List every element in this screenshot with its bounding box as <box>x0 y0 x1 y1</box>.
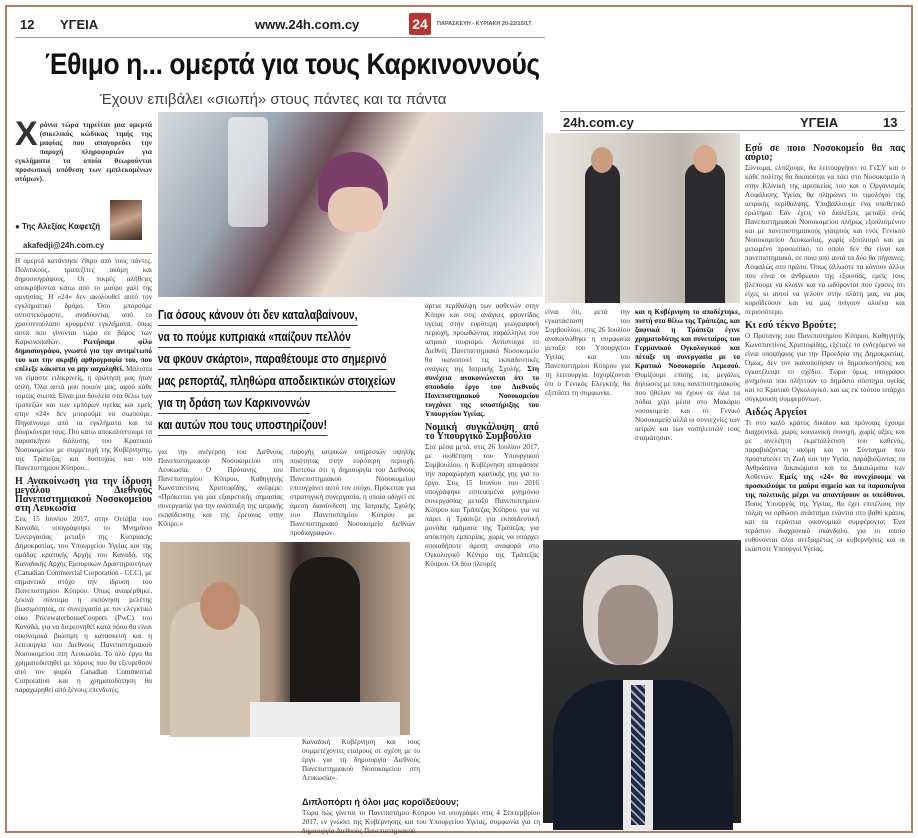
author-email[interactable]: akafedji@24h.com.cy <box>23 241 105 250</box>
section-heading-shame: Αιδώς Αργείοι <box>745 407 807 418</box>
section3-text: Τώρα πώς γίνεται το Πανεπιστήμιο Κύπρου να υπογράφει στις 4 Σεπτεμβρίου 2017, εν γνώσει της Κυβέρνησης και του Υπουργείου Υγείας, συμφωνία για τη δημιουργία Διεθνούς Πανεπιστημιακού <box>302 809 540 835</box>
right-s1-text: Σύντομα, ελπίζουμε, θα λειτουργήσει το ΓεΣΥ και ο κάθε πολίτης θα δικαιούται να πάει στο Νοσοκομείο ή στην Κλινική της αρεσκείας του και ο Οργανισμός Ασφάλισης Υγείας θα πληρώνει το τιμολόγιο της ιατρικής περίθαλψης. Υποβάλλουμε ένα υποθετικό ερώτημα: Εάν έχεις να διαλέξεις μεταξύ ενός Πανεπιστημιακού Νοσοκομείου πλήρως εξοπλισμένου και με πανεπιστημιακούς γιατρούς και ενός Γενικού Νοσοκομείου Λευκωσίας, χωρίς εξοπλισμό και με μειωμένο προσωπικό, το οποίο δεν θα είναι και πανεπιστημιακό, σε ποιο από αυτά τα δύο θα πήγαινες; Ασφαλώς στο πρώτο. Όπως άλλωστε τα κάνουν άλλοι που είναι οι άνθρωποι της εξουσίας, εμείς τους βλέπουμε να κλαίνε και να ωδύρονται που έχασες ότι είχες κι αυτοί να γελούν στην πλάτη μας, να μας κοροϊδεύουν και να μας πνίγουν ολοένα και περισσότερο. <box>745 164 905 316</box>
quote-line: Για όσους κάνουν ότι δεν καταλαβαίνουν, <box>158 305 357 326</box>
quote-line: να το πούμε κυπριακά «παίζουν πελλόν <box>158 327 351 348</box>
page-number-left: 12 <box>20 17 35 32</box>
right-s2-text: Ο Πρύτανης του Πανεπιστημίου Κύπρου, Καθηγητής Κωνσταντίνος Χριστοφίδης, εξέταζε το ενδεχόμενο να είναι υποψήφιος για την Προεδρία της Δημοκρατίας. Όμως, δεν τον ικανοποίησαν οι δημοσκοπήσεις και εγκατέλειψε το σχέδιο. Τώρα όμως υπογράφει μνημόνια που πλήττουν το δημόσιο σύστημα υγείας και το Κρατικό Ογκολογικό, και ως εκ τούτου υπάρχει σύγκρουση συμφερόντων. <box>745 332 905 403</box>
right-s3-bold: Εμείς της «24» θα συνεχίσουμε να προσκαλούμε τα μαύρα σημεία και τα παρασκήνια της πολιτικής μέχρι να απαντήσουν οι υπεύθυνοι. <box>745 473 906 499</box>
section1-text: Στις 15 Ιουνίου 2017, στην Οττάβα του Καναδά, υπογράφτηκε το Μνημόνιο Συνεργασίας μεταξύ της Κυπριακής Δημοκρατίας, του Υπουργείου Υγείας και της ομάδας κρατικής Αρχής του Καναδά, της Καναδικής Αρχής Εμπορικών Δραστηριοτήτων (Canadian Commercial Corporation - CCC), με σημαντικό στόχο την ίδρυση του Πανεπιστημίου Κύπρου. Όπως αναφέρθηκε, ξεκινά σύντομα η εκπόνηση μελέτης βιωσιμότητας, σε συνεργασία με τον ελεγκτικό οίκο PricewaterhouseCoopers (PwC) του Καναδά, για να διερευνηθεί κατά πόσο θα είναι οικονομικά βιώσιμη η κατασκευή και η λειτουργία του Διεθνούς Πανεπιστημιακού Νοσοκομείου στη Λευκωσία. Το όλο έργο θα χρηματοδοτηθεί με πόρους που θα εξευρεθούν από τον φορέα Canadian Commercial Corporation και η χρηματοδότηση θα παραχωρηθεί από ξένους επενδυτές. <box>15 515 152 694</box>
section-heading-brutus: Κι εσύ τέκνο Βρούτε; <box>745 320 837 331</box>
section-heading-announcement: Η Ανακοίνωση για την ίδρυση μεγάλου Διεθνούς Πανεπιστημιακού Νοσοκομείου στη Λευκωσία <box>15 476 152 514</box>
headline: Έθιμο η... ομερτά για τους Καρκινοννούς <box>45 48 540 81</box>
byline-rule <box>15 253 152 254</box>
issue-date: ΠΑΡΑΣΚΕΥΗ - ΚΥΡΙΑΚΗ 20-22/10/17 <box>437 21 532 27</box>
lead-block <box>15 115 152 183</box>
right-column-text <box>745 140 905 825</box>
header-rule-right <box>560 130 905 131</box>
byline: ● Της Αλεξίας Καφετζή <box>15 222 101 231</box>
subheadline: Έχουν επιβάλει «σιωπή» στους πάντες και τα πάντα <box>100 91 447 108</box>
header-rule-left <box>15 37 545 38</box>
24h-logo: 24 <box>409 13 431 35</box>
right-s3-text-2: Ποιος Υπουργός της Υγείας, θα έχει επιτέλους την τόλμη να ορθώσει ανάστημα ενάντια στο βαθύ κράτος και τα τεράστια οικονομικά συμφέροντα; Ένα τεράστιο διαχρονικό σκάνδαλο, για το οποίο ευθύνονται όλοι ανεξαιρέτως οι κυβερνήσεις και οι εκάστοτε Υπουργοί Υγείας. <box>745 500 905 553</box>
header-rule-right-top <box>560 111 905 112</box>
man-portrait-photo <box>543 540 741 823</box>
photo-caption: Καναδική Κυβέρνηση και τους συμμετέχοντες εταίρους σε σχέση με το έργο για τη δημιουργία Διεθνούς Πανεπιστημιακού Νοσοκομείου στη Λευκωσία». <box>302 738 420 782</box>
section-heading-legal-coverup: Νομική συγκάλυψη από το Υπουργικό Συμβούλιο <box>425 422 539 442</box>
column-2-text: για την ανέγερση του Διεθνούς Πανεπιστημιακού Νοσοκομείου στη Λευκωσία. Ο Πρύτανης του Πανεπιστημίου Κύπρου, Καθηγητής Κωνσταντίνος Χριστοφίδης, ανέφερε: «Πρόκειται για μια εξαιρετικής σημασίας συνεργασία για την ανάπτυξη της ιατρικής εκπαίδευσης και της έρευνας στην Κύπρο.» <box>158 448 283 528</box>
section-label-left: ΥΓΕΙΑ <box>60 17 99 32</box>
quote-line: και αυτών που τους υποστηρίζουν! <box>158 415 327 436</box>
officials-handshake-photo <box>545 133 740 303</box>
pull-quote <box>158 305 416 437</box>
quote-line: για τη δράση των Καρκινοννών <box>158 393 310 414</box>
author-photo <box>110 200 142 240</box>
section-heading-duplicity: Διπλοπόρτι ή όλοι μας κοροϊδεύουν; <box>302 797 459 807</box>
lead-text: ρόνια τώρα τηρείται μια ομερτά (σικελικός κώδικας τιμής της μαφίας που απαγορεύει την παροχή πληροφοριών για εγκλήματα τα οποία θεωρούνται προσωπική υπόθεση των εμπλεκομένων ατόμων). <box>15 120 152 183</box>
col7-bold: και η Κυβέρνηση το αποδέχτηκε, πιστή στα θέλω της Τράπεζας, και ξαφνικά η Τράπεζα έγινε χρηματοδότης και συνεταίρος του Γερμανικού Ογκολογικού και πέταξε τη συνεργασία με το Κρατικό Νοσοκομείο Λεμεσού. <box>635 308 740 370</box>
priest-meeting-photo <box>160 542 410 735</box>
col7-paragraph: Θυμίζουμε επίσης τις μεγάλες δηλώσεις με τους πανεπιστημιακούς που ήθελαν να έχουν σε όλα τα πόδια χέρι μέσα στο Μακάριο νοσοκομείο και το Γενικό Νοσοκομείο αλλά οι συντεχνίες των ιατρών και των νοσηλευτών τους σταμάτησαν. <box>635 371 740 442</box>
col1-paragraph-2: Μάλιστα να είμαστε ειλικρινείς, η ερώτησή μας ήταν απλή. Όλα αυτά μου ποιούν μας, αφού κάθε τομέας σιωπά. Είναι μια δουλεία στα θέλω των τραπεζών και των εμπόρων υγείας και εμείς στην «24» δεν μπορούμε να σιωπούμε. Πηγαίνουμε από τα εγκλήματα και τα βουρκόνερα τους. Πιο κάτω αποκαλύπτουμε τα παρασκήνια διάλυσης του Κρατικού Νοσοκομείου με συμμετοχή της Κυβέρνησης, της Τράπεζας και δυστυχώς και του Πανεπιστημίου Κύπρου... <box>15 365 152 472</box>
website-left: www.24h.com.cy <box>255 17 360 32</box>
drop-cap: Χ <box>15 115 38 153</box>
col1-paragraph: Η ομερτά κατάντησε έθιμο από τους πάντες. Πολιτικούς, τραπεζίτες ακόμη και δημοσιογράφους. Οι πικρές αλήθειες αποκρύβονται κάτω από το μαύρο χαλί της αμνησίας. Η «24» δεν ακολουθεί αυτό τον εγκληματικό δρόμο. Όσο μπορούμε αντιστεκόμαστε, αναδύοντας από το χρονοντούλαπο κρυμμένα εγκλήματα, όπως αυτά που γίνονται τώρα σε βάρος των Καρκινοπαθών. <box>15 257 152 346</box>
col4-bold: Στη συνέχεια ανακοινώνεται ότι το σπουδαίο έργο του Διεθνούς Πανεπιστημιακού Νοσοκομείου τυγχάνει της υποστήριξης του Υπουργείου Υγείας. <box>425 365 539 418</box>
section2-text: Στα μέσα μετά, στις 26 Ιουλίου 2017, με υιοθέτηση του Υπουργικού Συμβουλίου, η Κυβέρνηση αποφάσισε την παραχώρηση κρατικής γης για το έργο. Στις 15 Ιουνίου του 2016 υπογράφηκε εσπευσμένα μνημόνιο συνεργασίας μεταξύ Πανεπιστημίου Κύπρου και Τράπεζας Κύπρου, για να πάρει η Τράπεζα για εκπαιδευτική μονάδα τμήματα της Τράπεζας για απόκτηση εμπειρίας, χωρίς να υπάρχει οποιαδήποτε άμεση αναφορά στο Ογκολογικό Κέντρο της Τράπεζας Κύπρου. Οι δύο πλευρές <box>425 443 539 568</box>
section-heading-which-hospital: Εσύ σε ποιο Νοσοκομείο θα πας αύριο; <box>745 143 905 163</box>
right-s3-text: Τι στο καλό κράτος δικαίου και πρόνοιας έχουμε διαχρονικά, χωρίς κοινωνική συνοχή, χωρίς αξίες και με ανελέητη εκμετάλλευση του καθενός, παραβιάζοντας ακόμη και το Σύνταγμα που προστατεύει τη Ζωή και την Υγεία, παραβιάζοντας τα Ανθρώπινα Δικαιώματα και τα Δικαιώματα των Ασθενών. <box>745 419 905 481</box>
column-3-text: παροχής ιατρικών υπηρεσιών υψηλής ποιότητας στην ευρύτερη περιοχή. Πιστεύω ότι η δημιουργία του Διεθνούς Πανεπιστημιακού Νοσοκομείου επιτυγχάνει αυτό τον στόχο. Πρόκειται για στρατηγική συνεργασία, η οποία οδηγεί σε άμεση διασύνδεση της Ιατρικής Σχολής του Πανεπιστημίου Κύπρου με Πανεπιστημιακό Νοσοκομείο διεθνών προδιαγραφών. <box>290 448 415 537</box>
column-6-text: είναι ότι, μετά την εγκατάσταση του Συμβουλίου, στις 26 Ιουλίου ανακοινώθηκε η συμφωνία μεταξύ του Υπουργείου Υγείας και του Πανεπιστημίου Κύπρου για τη λειτουργία. Ισχυρίζονται ότι ο Γενικός Ελεγκτής θα εξετάσει τη συμφωνία. <box>545 308 630 397</box>
page-number-right: 13 <box>883 115 898 130</box>
column-4-text <box>425 302 539 734</box>
nurse-iv-photo <box>158 112 543 297</box>
col4-paragraph: άρτια περίθαλψη των ασθενών στην Κύπρο και στις ανάγκες φροντίδας υγείας στην ευρύτερη γεωγραφική περιοχή, προωθώντας παράλληλα τον ιατρικό τουρισμό. Αντίστοιχα το Διεθνές Πανεπιστημιακό Νοσοκομείο θα ικανοποιεί τις εκπαιδευτικές ανάγκες της Ιατρικής Σχολής. <box>425 302 539 373</box>
website-right: 24h.com.cy <box>563 115 634 130</box>
quote-line: μας ρεπορτάζ, πληθώρα αποδεικτικών στοιχείων <box>158 371 396 392</box>
quote-line: να φκουν σκάρτοι», παραθέτουμε στο σημερινό <box>158 349 387 370</box>
section-label-right: ΥΓΕΙΑ <box>800 115 839 130</box>
col1-bold: Ρωτήσαμε φίλο δημοσιογράφο, γνωστό για την αντιμέτωπό του και την ακριβή αρθρογραφία του, που επέλεξε κάκιστα να μην ασχοληθεί. <box>15 338 152 373</box>
column-7-text <box>635 308 740 533</box>
column-1-text <box>15 257 152 825</box>
